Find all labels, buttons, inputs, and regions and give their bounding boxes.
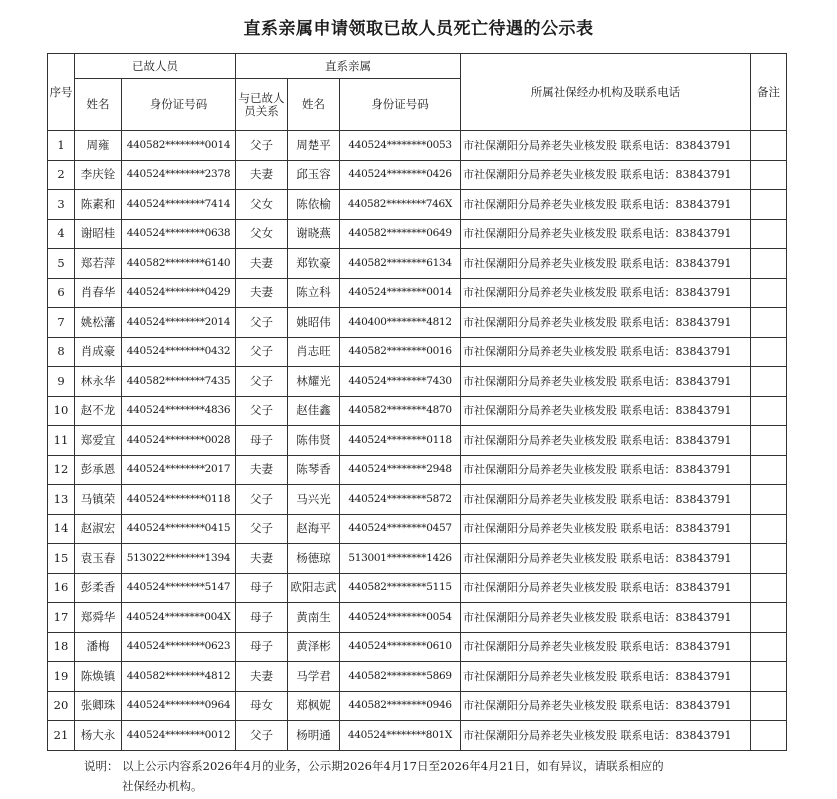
- cell-remark: [751, 278, 787, 308]
- cell-name: 马镇荣: [75, 485, 122, 515]
- cell-relation: 父子: [236, 514, 288, 544]
- table-row: [48, 455, 787, 485]
- cell-seq: 14: [48, 514, 75, 544]
- cell-remark: [751, 367, 787, 397]
- cell-remark: [751, 603, 787, 633]
- cell-org: 市社保潮阳分局养老失业核发股 联系电话：83843791: [461, 160, 751, 190]
- cell-rel-name: 陈琴香: [288, 455, 340, 485]
- cell-rel-id: 440524********5872: [340, 485, 461, 515]
- cell-name: 袁玉春: [75, 544, 122, 574]
- cell-org: 市社保潮阳分局养老失业核发股 联系电话：83843791: [461, 396, 751, 426]
- table-row: [48, 603, 787, 633]
- cell-rel-name: 陈立科: [288, 278, 340, 308]
- header-remark: 备注: [751, 54, 787, 131]
- cell-rel-name: 杨德琼: [288, 544, 340, 574]
- cell-name: 林永华: [75, 367, 122, 397]
- cell-name: 彭柔香: [75, 573, 122, 603]
- cell-remark: [751, 249, 787, 279]
- cell-relation: 父子: [236, 337, 288, 367]
- cell-seq: 11: [48, 426, 75, 456]
- cell-rel-name: 赵佳鑫: [288, 396, 340, 426]
- cell-relation: 父子: [236, 308, 288, 338]
- table-row: [48, 190, 787, 220]
- cell-id: 440524********0638: [122, 219, 236, 249]
- cell-org: 市社保潮阳分局养老失业核发股 联系电话：83843791: [461, 544, 751, 574]
- cell-name: 肖春华: [75, 278, 122, 308]
- cell-rel-name: 肖志旺: [288, 337, 340, 367]
- cell-seq: 7: [48, 308, 75, 338]
- cell-seq: 18: [48, 632, 75, 662]
- cell-relation: 父子: [236, 721, 288, 751]
- cell-org: 市社保潮阳分局养老失业核发股 联系电话：83843791: [461, 514, 751, 544]
- cell-rel-id: 440582********746X: [340, 190, 461, 220]
- cell-org: 市社保潮阳分局养老失业核发股 联系电话：83843791: [461, 632, 751, 662]
- cell-seq: 5: [48, 249, 75, 279]
- publicity-table: [47, 53, 787, 751]
- table-row: [48, 249, 787, 279]
- cell-id: 440582********4812: [122, 662, 236, 692]
- table-row: [48, 514, 787, 544]
- cell-seq: 21: [48, 721, 75, 751]
- page-title: 直系亲属申请领取已故人员死亡待遇的公示表: [243, 19, 594, 39]
- cell-remark: [751, 573, 787, 603]
- cell-relation: 夫妻: [236, 249, 288, 279]
- cell-name: 郑若萍: [75, 249, 122, 279]
- table-row: [48, 544, 787, 574]
- cell-id: 440524********0429: [122, 278, 236, 308]
- cell-org: 市社保潮阳分局养老失业核发股 联系电话：83843791: [461, 367, 751, 397]
- cell-id: 440524********0415: [122, 514, 236, 544]
- table-row: [48, 485, 787, 515]
- table-row: [48, 691, 787, 721]
- cell-rel-name: 赵海平: [288, 514, 340, 544]
- cell-rel-id: 440524********2948: [340, 455, 461, 485]
- cell-rel-id: 440582********0946: [340, 691, 461, 721]
- cell-id: 440524********2017: [122, 455, 236, 485]
- cell-name: 张卿珠: [75, 691, 122, 721]
- cell-rel-id: 440524********801X: [340, 721, 461, 751]
- footnote-line-2: 社保经办机构。: [122, 779, 203, 793]
- cell-seq: 20: [48, 691, 75, 721]
- cell-org: 市社保潮阳分局养老失业核发股 联系电话：83843791: [461, 691, 751, 721]
- table-row: [48, 426, 787, 456]
- cell-remark: [751, 455, 787, 485]
- cell-seq: 6: [48, 278, 75, 308]
- cell-name: 杨大永: [75, 721, 122, 751]
- cell-relation: 父女: [236, 190, 288, 220]
- cell-seq: 16: [48, 573, 75, 603]
- table-row: [48, 308, 787, 338]
- cell-id: 440524********0028: [122, 426, 236, 456]
- cell-remark: [751, 721, 787, 751]
- cell-id: 440582********6140: [122, 249, 236, 279]
- cell-org: 市社保潮阳分局养老失业核发股 联系电话：83843791: [461, 426, 751, 456]
- cell-relation: 父子: [236, 131, 288, 161]
- cell-rel-name: 杨明通: [288, 721, 340, 751]
- table-row: [48, 632, 787, 662]
- cell-rel-id: 440400********4812: [340, 308, 461, 338]
- cell-remark: [751, 426, 787, 456]
- cell-seq: 3: [48, 190, 75, 220]
- cell-seq: 9: [48, 367, 75, 397]
- cell-rel-id: 440524********0014: [340, 278, 461, 308]
- cell-rel-name: 马兴光: [288, 485, 340, 515]
- cell-id: 440582********7435: [122, 367, 236, 397]
- header-relatives-group: 直系亲属: [236, 54, 461, 79]
- cell-org: 市社保潮阳分局养老失业核发股 联系电话：83843791: [461, 219, 751, 249]
- header-relation: 与已故人员关系: [236, 79, 288, 131]
- cell-org: 市社保潮阳分局养老失业核发股 联系电话：83843791: [461, 131, 751, 161]
- header-rel-id-no: 身份证号码: [340, 79, 461, 131]
- cell-id: 440524********004X: [122, 603, 236, 633]
- cell-org: 市社保潮阳分局养老失业核发股 联系电话：83843791: [461, 190, 751, 220]
- cell-id: 513022********1394: [122, 544, 236, 574]
- cell-id: 440524********4836: [122, 396, 236, 426]
- cell-org: 市社保潮阳分局养老失业核发股 联系电话：83843791: [461, 278, 751, 308]
- cell-rel-name: 黄南生: [288, 603, 340, 633]
- cell-remark: [751, 131, 787, 161]
- cell-rel-name: 马学君: [288, 662, 340, 692]
- cell-relation: 夫妻: [236, 662, 288, 692]
- cell-remark: [751, 514, 787, 544]
- cell-org: 市社保潮阳分局养老失业核发股 联系电话：83843791: [461, 721, 751, 751]
- cell-rel-name: 郑钦豪: [288, 249, 340, 279]
- cell-name: 陈素和: [75, 190, 122, 220]
- cell-rel-id: 440582********5869: [340, 662, 461, 692]
- cell-rel-name: 姚昭伟: [288, 308, 340, 338]
- cell-relation: 夫妻: [236, 455, 288, 485]
- cell-id: 440524********5147: [122, 573, 236, 603]
- cell-org: 市社保潮阳分局养老失业核发股 联系电话：83843791: [461, 573, 751, 603]
- cell-rel-id: 440524********0118: [340, 426, 461, 456]
- cell-remark: [751, 662, 787, 692]
- cell-name: 谢昭桂: [75, 219, 122, 249]
- cell-remark: [751, 337, 787, 367]
- cell-org: 市社保潮阳分局养老失业核发股 联系电话：83843791: [461, 249, 751, 279]
- cell-id: 440524********0964: [122, 691, 236, 721]
- cell-relation: 父子: [236, 396, 288, 426]
- table-row: [48, 662, 787, 692]
- cell-id: 440524********0623: [122, 632, 236, 662]
- cell-id: 440524********2014: [122, 308, 236, 338]
- cell-relation: 父子: [236, 367, 288, 397]
- cell-rel-id: 440582********0649: [340, 219, 461, 249]
- cell-remark: [751, 219, 787, 249]
- cell-rel-name: 周楚平: [288, 131, 340, 161]
- cell-seq: 4: [48, 219, 75, 249]
- cell-id: 440524********0118: [122, 485, 236, 515]
- header-org: 所属社保经办机构及联系电话: [461, 54, 751, 131]
- footnote: [84, 756, 664, 796]
- cell-rel-name: 陈伟贤: [288, 426, 340, 456]
- footnote-line-1: 说明： 以上公示内容系2026年4月的业务，公示期2026年4月17日至2026年4月21日，如有异议，请联系相应的: [84, 759, 664, 773]
- cell-seq: 1: [48, 131, 75, 161]
- cell-rel-id: 440582********6134: [340, 249, 461, 279]
- table-row: [48, 367, 787, 397]
- cell-rel-id: 440524********0054: [340, 603, 461, 633]
- cell-seq: 17: [48, 603, 75, 633]
- cell-remark: [751, 485, 787, 515]
- cell-rel-id: 440582********0016: [340, 337, 461, 367]
- cell-name: 赵淑宏: [75, 514, 122, 544]
- cell-rel-id: 440524********0426: [340, 160, 461, 190]
- table-row: [48, 573, 787, 603]
- cell-name: 李庆铨: [75, 160, 122, 190]
- cell-remark: [751, 190, 787, 220]
- cell-name: 彭承恩: [75, 455, 122, 485]
- cell-relation: 父子: [236, 485, 288, 515]
- cell-seq: 19: [48, 662, 75, 692]
- cell-seq: 2: [48, 160, 75, 190]
- cell-remark: [751, 396, 787, 426]
- header-seq: 序号: [48, 54, 75, 131]
- cell-id: 440524********2378: [122, 160, 236, 190]
- cell-name: 周雍: [75, 131, 122, 161]
- cell-org: 市社保潮阳分局养老失业核发股 联系电话：83843791: [461, 603, 751, 633]
- cell-rel-id: 440582********5115: [340, 573, 461, 603]
- cell-name: 姚松藩: [75, 308, 122, 338]
- table-row: [48, 131, 787, 161]
- header-rel-name: 姓名: [288, 79, 340, 131]
- cell-name: 陈焕镇: [75, 662, 122, 692]
- cell-relation: 母子: [236, 426, 288, 456]
- cell-seq: 10: [48, 396, 75, 426]
- table-row: [48, 396, 787, 426]
- header-id-no: 身份证号码: [122, 79, 236, 131]
- cell-remark: [751, 691, 787, 721]
- cell-rel-id: 440524********7430: [340, 367, 461, 397]
- cell-org: 市社保潮阳分局养老失业核发股 联系电话：83843791: [461, 662, 751, 692]
- cell-relation: 夫妻: [236, 544, 288, 574]
- cell-relation: 父女: [236, 219, 288, 249]
- table-row: [48, 219, 787, 249]
- table-row: [48, 721, 787, 751]
- cell-rel-name: 林耀光: [288, 367, 340, 397]
- cell-rel-name: 黄泽彬: [288, 632, 340, 662]
- cell-relation: 夫妻: [236, 278, 288, 308]
- header-deceased-group: 已故人员: [75, 54, 236, 79]
- cell-id: 440582********0014: [122, 131, 236, 161]
- cell-remark: [751, 308, 787, 338]
- cell-org: 市社保潮阳分局养老失业核发股 联系电话：83843791: [461, 308, 751, 338]
- table-row: [48, 337, 787, 367]
- cell-name: 肖成豪: [75, 337, 122, 367]
- cell-relation: 夫妻: [236, 160, 288, 190]
- cell-rel-id: 440582********4870: [340, 396, 461, 426]
- cell-rel-name: 郑枫妮: [288, 691, 340, 721]
- cell-name: 郑爱宜: [75, 426, 122, 456]
- cell-rel-id: 440524********0610: [340, 632, 461, 662]
- cell-remark: [751, 160, 787, 190]
- cell-id: 440524********0012: [122, 721, 236, 751]
- table-row: [48, 278, 787, 308]
- cell-org: 市社保潮阳分局养老失业核发股 联系电话：83843791: [461, 337, 751, 367]
- cell-remark: [751, 632, 787, 662]
- cell-name: 郑舜华: [75, 603, 122, 633]
- cell-seq: 12: [48, 455, 75, 485]
- cell-rel-id: 440524********0053: [340, 131, 461, 161]
- cell-relation: 母子: [236, 603, 288, 633]
- cell-seq: 15: [48, 544, 75, 574]
- table-row: [48, 160, 787, 190]
- cell-rel-name: 邱玉容: [288, 160, 340, 190]
- cell-rel-name: 欧阳志武: [288, 573, 340, 603]
- cell-name: 赵不龙: [75, 396, 122, 426]
- cell-rel-name: 陈依榆: [288, 190, 340, 220]
- cell-rel-id: 513001********1426: [340, 544, 461, 574]
- cell-rel-name: 谢晓燕: [288, 219, 340, 249]
- cell-relation: 母女: [236, 691, 288, 721]
- cell-name: 潘梅: [75, 632, 122, 662]
- cell-relation: 母子: [236, 632, 288, 662]
- cell-seq: 13: [48, 485, 75, 515]
- header-name: 姓名: [75, 79, 122, 131]
- cell-id: 440524********7414: [122, 190, 236, 220]
- cell-relation: 母子: [236, 573, 288, 603]
- cell-org: 市社保潮阳分局养老失业核发股 联系电话：83843791: [461, 455, 751, 485]
- cell-rel-id: 440524********0457: [340, 514, 461, 544]
- cell-org: 市社保潮阳分局养老失业核发股 联系电话：83843791: [461, 485, 751, 515]
- cell-seq: 8: [48, 337, 75, 367]
- cell-id: 440524********0432: [122, 337, 236, 367]
- cell-remark: [751, 544, 787, 574]
